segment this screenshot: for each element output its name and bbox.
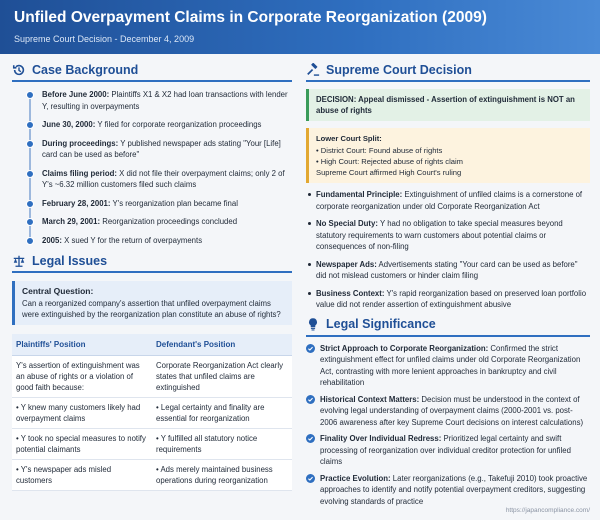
timeline-dot [26,170,34,178]
defendant-header: Defendant's Position [152,334,292,356]
timeline-date: June 30, 2000: [42,120,96,129]
lightbulb-icon [306,317,320,331]
list-item [306,343,590,389]
decision-points [306,189,590,311]
check-circle-icon [306,344,315,353]
point-label: Strict Approach to Corporate Reorganization: [320,343,489,353]
table-header-row [12,334,292,356]
list-item [306,259,590,282]
timeline-dot [26,140,34,148]
point-text: Extinguishment of unfiled claims is a cornerstone of corporate reorganization under old Corporate Reorganization Act [316,190,583,211]
history-icon [12,63,26,77]
point-text: Decision must be understood in the context of evolving legal understanding of overpayment claims (2000-2001 vs. post-2006 awareness after key Supreme Court decisions on interest calculations) [320,394,584,427]
left-column [12,62,292,491]
list-item [306,189,590,212]
timeline-item [42,235,292,247]
timeline-text: X did not file their overpayment claims; only 2 of Y's ~6.32 million customers filed such claims [42,168,285,189]
timeline-text: X sued Y for the return of overpayments [61,235,203,245]
point-label: Business Context: [316,288,385,298]
case-background-heading [12,62,292,82]
table-row [12,460,292,491]
timeline-date: March 29, 2001: [42,217,101,226]
scale-icon [12,254,26,268]
point-label: Finality Over Individual Redress: [320,434,442,443]
table-cell: • Y fulfilled all statutory notice requirements [152,429,292,460]
list-item [306,394,590,429]
decision-title: Supreme Court Decision [326,62,472,77]
timeline-dot [26,218,34,226]
timeline-item [42,89,292,112]
timeline-dot [26,121,34,129]
decision-heading [306,62,590,82]
point-text: Later reorganizations (e.g., Takefuji 2010) took proactive approaches to identify and notify potential overpayment creditors, suggesting evolving standards of practice [320,473,588,506]
timeline-text: Y filed for corporate reorganization proceedings [95,120,262,129]
timeline-dot [26,91,34,99]
timeline-date: During proceedings: [42,138,119,148]
timeline-date: Claims filing period: [42,168,117,178]
decision-box: DECISION: Appeal dismissed - Assertion of extinguishment is NOT an abuse of rights [306,89,590,121]
central-question-text: Can a reorganized company's assertion that unfiled overpayment claims were extinguished by the reorganization plan constitute an abuse of rights? [22,299,281,319]
timeline-item [42,138,292,161]
check-circle-icon [306,434,315,443]
timeline-dot [26,237,34,245]
table-cell: • Y knew many customers likely had overpayment claims [12,398,152,429]
page-title: Unfiled Overpayment Claims in Corporate Reorganization (2009) [14,9,487,26]
timeline-text: Reorganization proceedings concluded [100,217,238,226]
page-subtitle: Supreme Court Decision - December 4, 2009 [14,34,195,44]
significance-heading [306,317,590,337]
timeline-date: 2005: [42,235,62,245]
central-question-title: Central Question: [22,286,94,296]
legal-issues-title: Legal Issues [32,253,108,268]
timeline-date: February 28, 2001: [42,198,111,208]
significance-points [306,343,590,508]
case-background-title: Case Background [32,62,139,77]
check-circle-icon [306,474,315,483]
list-item [306,288,590,311]
split-line: • High Court: Rejected abuse of rights claim [316,157,464,166]
split-title: Lower Court Split: [316,134,382,143]
legal-issues-heading [12,253,292,273]
point-text: Confirmed the strict extinguishment effect for unfiled claims under old Corporate Reorganization Act, contrasting with more lenient approaches in bankruptcy and civil rehabilitation [320,343,581,387]
timeline-text: Plaintiffs X1 & X2 had loan transactions with lender Y, resulting in overpayments [42,90,288,111]
footer-url[interactable]: https://japancompliance.com/ [505,507,590,514]
timeline-item [42,198,292,210]
timeline-item [42,216,292,228]
check-circle-icon [306,395,315,404]
plaintiffs-header: Plaintiffs' Position [12,334,152,356]
split-line: Supreme Court affirmed High Court's ruling [316,168,462,177]
timeline-item [42,168,292,191]
point-text: Y's rapid reorganization based on preserved loan portfolio value did not render assertion of extinguishment abusive [316,288,587,309]
list-item [306,218,590,253]
gavel-icon [306,63,320,77]
table-cell: • Y's newspaper ads misled customers [12,460,152,491]
split-line: • District Court: Found abuse of rights [316,146,443,155]
timeline-date: Before June 2000: [42,90,110,99]
page-header [0,0,600,54]
point-label: Fundamental Principle: [316,190,403,199]
timeline-text: Y's reorganization plan became final [110,198,238,208]
timeline [12,89,292,246]
central-question-box [12,281,292,325]
point-text: Y had no obligation to take special measures beyond statutory requirements to warn customers about potential claims or consequences of non-filing [316,219,563,251]
list-item [306,473,590,508]
point-text: Prioritized legal certainty and swift processing of reorganization over individual creditor protection for unfiled claims [320,434,571,466]
significance-title: Legal Significance [326,317,436,331]
point-label: Newspaper Ads: [316,259,377,269]
point-text: Advertisements stating "Your card can be used as before" did not mislead customers or hinder claim filing [316,259,578,280]
table-row [12,356,292,398]
table-row [12,398,292,429]
table-cell: Corporate Reorganization Act clearly states that unfiled claims are extinguished [152,356,292,398]
table-cell: • Ads merely maintained business operations during reorganization [152,460,292,491]
timeline-item [42,119,292,131]
table-row [12,429,292,460]
timeline-dot [26,200,34,208]
timeline-text: Y published newspaper ads stating "Your [Life] card can be used as before" [42,138,281,159]
point-label: No Special Duty: [316,219,378,228]
table-cell: • Y took no special measures to notify potential claimants [12,429,152,460]
table-cell: • Legal certainty and finality are essential for reorganization [152,398,292,429]
lower-court-split-box [306,128,590,183]
list-item [306,433,590,468]
positions-table [12,334,292,491]
point-label: Historical Context Matters: [320,394,420,404]
right-column [306,62,590,512]
table-cell: Y's assertion of extinguishment was an abuse of rights or a violation of good faith because: [12,356,152,398]
point-label: Practice Evolution: [320,473,391,483]
